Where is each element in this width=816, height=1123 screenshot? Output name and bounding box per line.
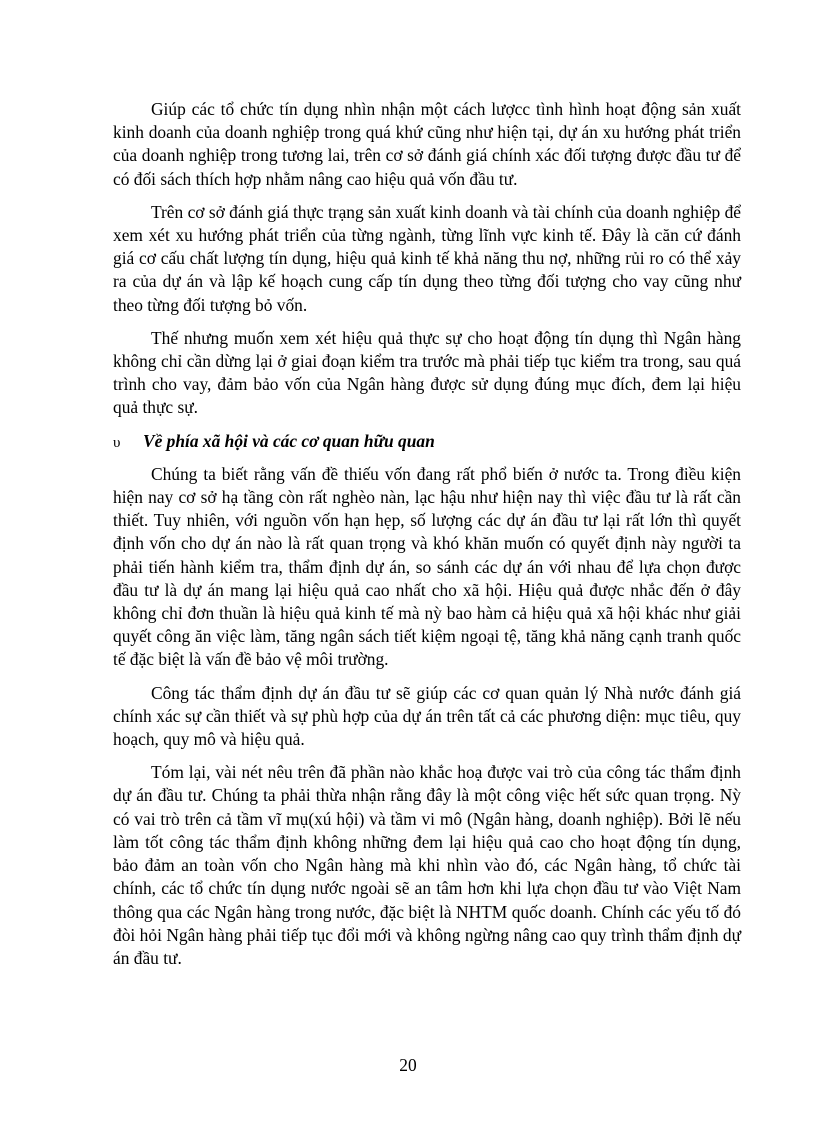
paragraph: Giúp các tổ chức tín dụng nhìn nhận một cách lượcc tình hình hoạt động sản xuất kinh doanh của doanh nghiệp trong quá khứ cũng như hiện tại, dự án xu hướng phát triển của doanh nghiệp trong tương lai, trên cơ sở đánh giá chính xác đối tượng được đầu tư để có đối sách thích hợp nhằm nâng cao hiệu quả vốn đầu tư. (113, 99, 741, 189)
paragraph: Tóm lại, vài nét nêu trên đã phần nào khắc hoạ được vai trò của công tác thẩm định dự án đầu tư. Chúng ta phải thừa nhận rằng đây là một công việc hết sức quan trọng. Nỳ có vai trò trên cả tầm vĩ mụ(xú hội) và tầm vi mô (Ngân hàng, doanh nghiệp). Bởi lẽ nếu làm tốt công tác thẩm định không những đem lại hiệu quả cao cho hoạt động tín dụng, bảo đảm an toàn vốn cho Ngân hàng mà khi nhìn vào đó, các Ngân hàng, tổ chức tài chính, các tổ chức tín dụng nước ngoài sẽ an tâm hơn khi lựa chọn đầu tư vào Việt Nam thông qua các Ngân hàng trong nước, đặc biệt là NHTM quốc doanh. Chính các yếu tố đó đòi hỏi Ngân hàng phải tiếp tục đổi mới và không ngừng nâng cao quy trình thẩm định dự án đầu tư. (113, 762, 741, 968)
paragraph: Công tác thẩm định dự án đầu tư sẽ giúp các cơ quan quản lý Nhà nước đánh giá chính xác sự cần thiết và sự phù hợp của dự án trên tất cả các phương diện: mục tiêu, quy hoạch, quy mô và hiệu quả. (113, 682, 741, 750)
paragraph: Thế nhưng muốn xem xét hiệu quả thực sự cho hoạt động tín dụng thì Ngân hàng không chỉ cần dừng lại ở giai đoạn kiểm tra trước mà phải tiếp tục kiểm tra trong, sau quá trình cho vay, đảm bảo vốn của Ngân hàng được sử dụng đúng mục đích, đem lại hiệu quả thực sự. (113, 327, 741, 418)
section-heading (113, 430, 741, 455)
paragraph: Chúng ta biết rằng vấn đề thiếu vốn đang rất phổ biến ở nước ta. Trong điều kiện hiện nay cơ sở hạ tầng còn rất nghèo nàn, lạc hậu như hiện nay thì việc đầu tư là rất cần thiết. Tuy nhiên, với nguồn vốn hạn hẹp, số lượng các dự án đầu tư lại rất lớn thì quyết định vốn cho dự án nào là rất quan trọng và khó khăn muốn có quyết định này người ta phải tiến hành kiểm tra, thẩm định dự án, so sánh các dự án với nhau để lựa chọn được đầu tư là dự án mang lại hiệu quả cao nhất cho xã hội. Hiệu quả được nhắc đến ở đây không chỉ đơn thuần là hiệu quả kinh tế mà nỳ bao hàm cả hiệu quả xã hội khác như giải quyết công ăn việc làm, tăng ngân sách tiết kiệm ngoại tệ, tăng khả năng cạnh tranh quốc tế đặc biệt là vấn đề bảo vệ môi trường. (113, 463, 741, 670)
bullet-icon: υ (113, 434, 121, 451)
section-heading-text: Về phía xã hội và các cơ quan hữu quan (143, 430, 435, 451)
paragraph: Trên cơ sở đánh giá thực trạng sản xuất kinh doanh và tài chính của doanh nghiệp để xem xét xu hướng phát triển của từng ngành, từng lĩnh vực kinh tế. Đây là căn cứ đánh giá cơ cấu chất lượng tín dụng, hiệu quả kinh tế khả năng thu nợ, những rủi ro có thể xảy ra của dự án và lập kế hoạch cung cấp tín dụng theo từng đối tượng cho vay cũng như theo từng đối tượng bỏ vốn. (113, 201, 741, 315)
page-number: 20 (399, 1055, 417, 1075)
body-text (113, 98, 741, 980)
